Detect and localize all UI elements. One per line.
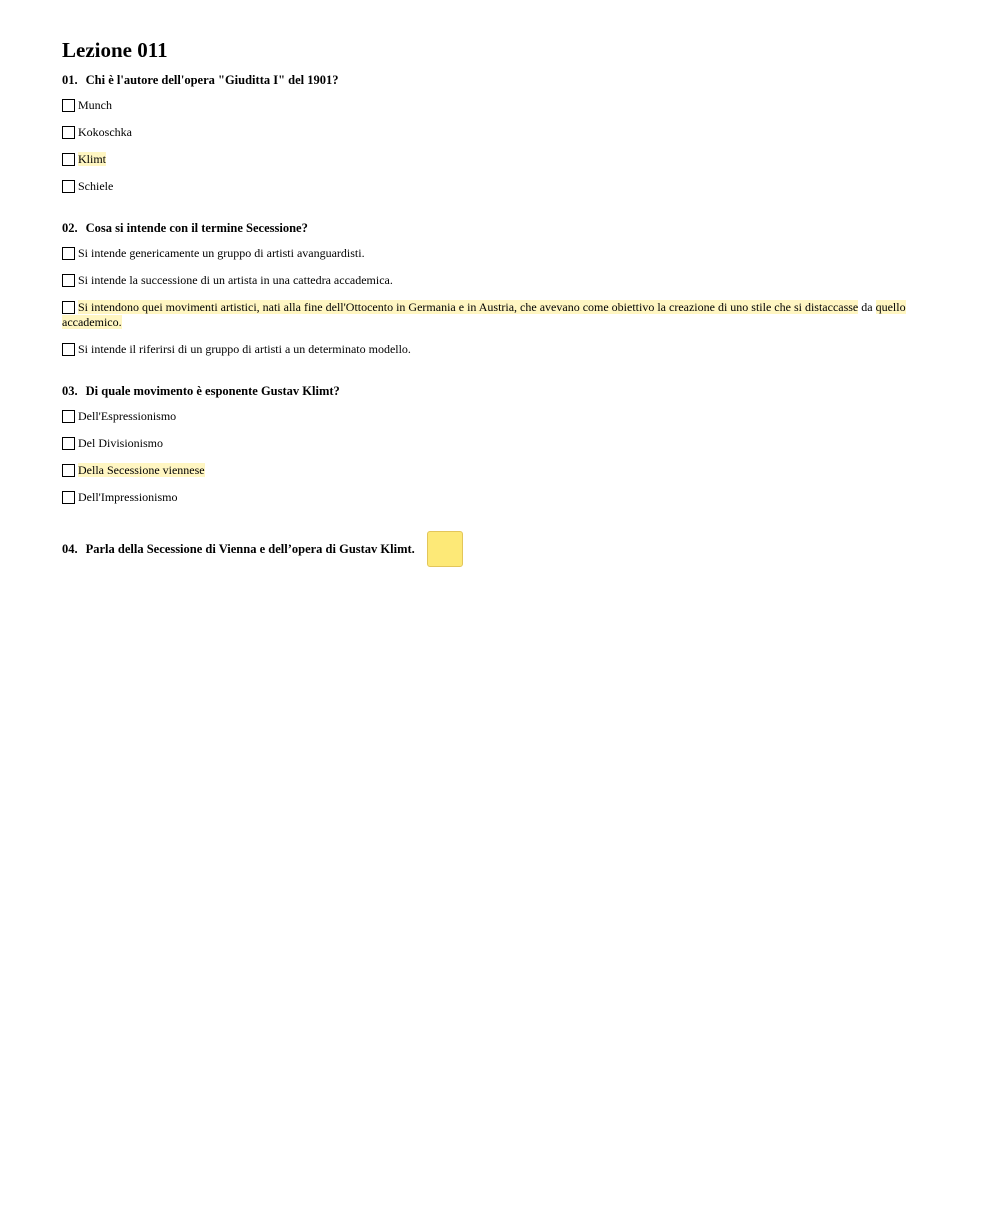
- checkbox-icon[interactable]: [62, 247, 75, 260]
- question-01: [62, 72, 938, 194]
- checkbox-icon[interactable]: [62, 437, 75, 450]
- answer-label-plain: da: [858, 300, 876, 314]
- question-number: 04.: [62, 542, 78, 556]
- answer-option: [62, 409, 922, 424]
- answer-label: Munch: [78, 98, 112, 112]
- question-number: 01.: [62, 73, 78, 87]
- answer-option-highlighted: [62, 300, 922, 330]
- question-03: [62, 383, 938, 505]
- question-02: [62, 220, 938, 357]
- answer-option: [62, 490, 922, 505]
- question-text: [62, 541, 415, 557]
- answer-label: Klimt: [78, 152, 107, 166]
- answer-label: Si intende la successione di un artista in una cattedra accademica.: [78, 273, 393, 287]
- checkbox-icon[interactable]: [62, 126, 75, 139]
- answer-option-highlighted: [62, 463, 922, 478]
- checkbox-icon[interactable]: [62, 180, 75, 193]
- question-label: Cosa si intende con il termine Secessione?: [85, 221, 308, 235]
- question-04: [62, 531, 938, 567]
- answer-label-highlight: quello accademico.: [62, 300, 906, 329]
- checkbox-icon[interactable]: [62, 464, 75, 477]
- question-text: [62, 72, 938, 88]
- answer-option: [62, 342, 922, 357]
- answer-label: Della Secessione viennese: [78, 463, 205, 477]
- question-label: Di quale movimento è esponente Gustav Klimt?: [85, 384, 340, 398]
- question-label: Parla della Secessione di Vienna e dell’opera di Gustav Klimt.: [85, 542, 415, 556]
- question-number: 03.: [62, 384, 78, 398]
- checkbox-icon[interactable]: [62, 343, 75, 356]
- answer-option-highlighted: [62, 152, 922, 167]
- answer-option: [62, 98, 922, 113]
- question-text: [62, 220, 938, 236]
- answer-option: [62, 246, 922, 261]
- checkbox-icon[interactable]: [62, 274, 75, 287]
- checkbox-icon[interactable]: [62, 491, 75, 504]
- answer-label: Dell'Impressionismo: [78, 490, 178, 504]
- answer-option: [62, 125, 922, 140]
- answer-label-highlight: Si intendono quei movimenti artistici, nati alla fine dell'Ottocento in Germania e in Austria, che avevano come obiettivo la creazione di uno stile che si distaccasse: [78, 300, 859, 314]
- question-number: 02.: [62, 221, 78, 235]
- answer-label: Si intende genericamente un gruppo di artisti avanguardisti.: [78, 246, 365, 260]
- answer-label: Del Divisionismo: [78, 436, 164, 450]
- checkbox-icon[interactable]: [62, 153, 75, 166]
- sticky-note-icon[interactable]: [427, 531, 463, 567]
- answer-option: [62, 436, 922, 451]
- answer-option: [62, 179, 922, 194]
- page-title: Lezione 011: [62, 38, 168, 62]
- answer-option: [62, 273, 922, 288]
- answer-label: Si intende il riferirsi di un gruppo di artisti a un determinato modello.: [78, 342, 411, 356]
- checkbox-icon[interactable]: [62, 410, 75, 423]
- question-text: [62, 383, 938, 399]
- answer-label: Dell'Espressionismo: [78, 409, 177, 423]
- checkbox-icon[interactable]: [62, 301, 75, 314]
- question-label: Chi è l'autore dell'opera "Giuditta I" del 1901?: [85, 73, 339, 87]
- answer-label: Schiele: [78, 179, 114, 193]
- answer-label: Kokoschka: [78, 125, 132, 139]
- checkbox-icon[interactable]: [62, 99, 75, 112]
